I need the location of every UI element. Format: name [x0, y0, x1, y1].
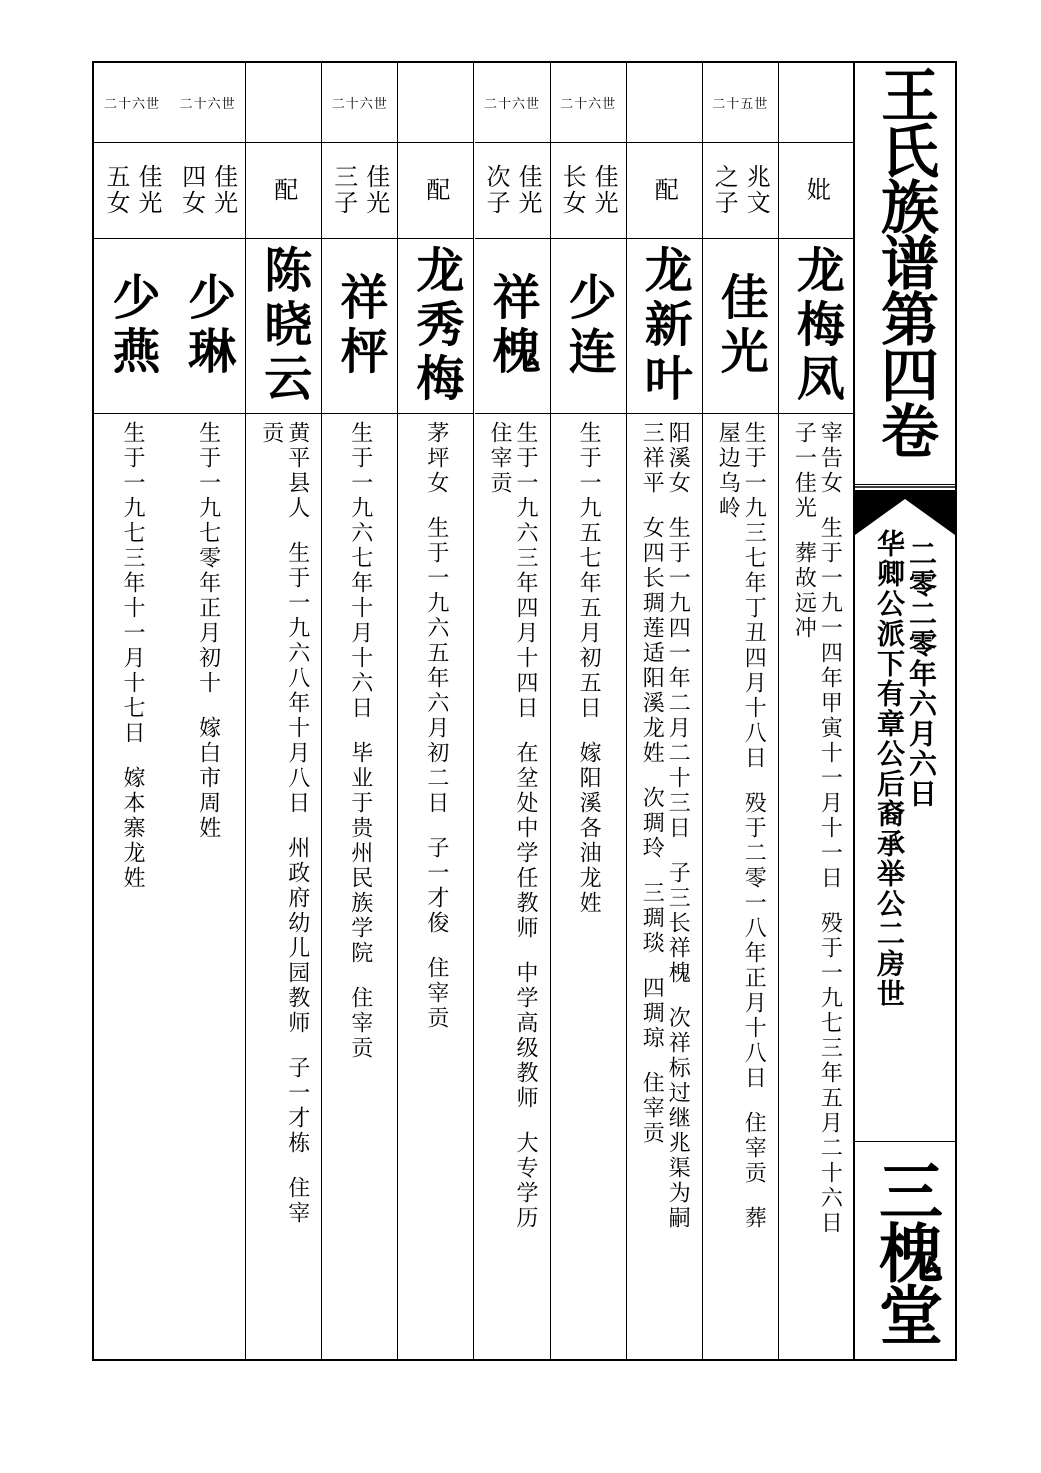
publish-date: 二零二零年六月六日 [905, 539, 938, 809]
person-column [322, 63, 398, 1359]
person-name: 龙梅凤 [788, 244, 845, 407]
relation-label: 妣 [802, 177, 831, 203]
generation-label: 二十六世 [103, 97, 160, 112]
person-column [627, 63, 703, 1359]
person-column [94, 63, 170, 1359]
relation-label: 兆文 之子 [710, 164, 771, 216]
biography-cell [703, 413, 778, 1359]
generation-label: 二十六世 [483, 97, 540, 112]
person-column [475, 63, 551, 1359]
relation-label: 配 [421, 177, 450, 203]
relation-cell [246, 142, 321, 239]
relation-cell [703, 142, 778, 239]
name-cell [627, 238, 702, 414]
generation-cell [398, 63, 473, 143]
biography-cell [551, 413, 626, 1359]
biography-cell [94, 413, 170, 1359]
generation-cell [627, 63, 702, 143]
relation-label: 佳光 四女 [177, 164, 238, 216]
generation-label: 二十五世 [712, 97, 769, 112]
name-cell [94, 238, 170, 414]
title-box [855, 63, 955, 485]
biography-cell [246, 413, 321, 1359]
person-name: 龙秀梅 [407, 244, 464, 407]
name-cell [703, 238, 778, 414]
person-name: 少琳 [179, 271, 236, 380]
relation-label: 配 [269, 177, 298, 203]
branch-subtitle: 华卿公派下有章公后裔承举公二房世 [873, 529, 906, 1009]
relation-cell [398, 142, 473, 239]
biography-cell [475, 413, 550, 1359]
name-cell [779, 238, 854, 414]
person-biography: 生于一九七零年正月初十 嫁白市周姓 [195, 421, 221, 841]
person-column [246, 63, 322, 1359]
generation-cell [246, 63, 321, 143]
person-biography: 宰告女 生于一九一四年甲寅十一月十一日 殁于一九七三年五月二十六日 子一佳光 葬故远冲 [791, 421, 843, 1236]
hall-name: 三槐堂 [868, 1158, 942, 1344]
generation-label: 二十六世 [560, 97, 617, 112]
relation-label: 佳光 五女 [102, 164, 162, 216]
person-biography: 生于一九五七年五月初五日 嫁阳溪各油龙姓 [576, 421, 602, 916]
person-name: 少燕 [104, 271, 160, 380]
name-cell [170, 238, 245, 414]
relation-cell [475, 142, 550, 239]
biography-cell [170, 413, 245, 1359]
book-title: 王氏族谱第四卷 [871, 65, 939, 457]
generation-label: 二十六世 [331, 97, 388, 112]
relation-label: 配 [650, 177, 679, 203]
person-biography: 生于一九三七年丁丑四月十八日 殁于二零一八年正月十八日 住宰贡 葬 屋边乌岭 [715, 421, 767, 1231]
relation-label: 佳光 次子 [482, 164, 542, 216]
person-name: 祥槐 [484, 271, 540, 380]
generation-cell [551, 63, 626, 143]
name-cell [475, 238, 550, 414]
relation-label: 佳光 三子 [329, 164, 390, 216]
generation-cell [475, 63, 550, 143]
generation-cell [779, 63, 854, 143]
person-biography: 生于一九六三年四月十四日 在坌处中学任教师 中学高级教师 大专学历 住宰贡 [487, 421, 538, 1231]
genealogy-table [92, 61, 855, 1361]
relation-cell [94, 142, 170, 239]
biography-cell [398, 413, 473, 1359]
name-cell [551, 238, 626, 414]
generation-cell [170, 63, 245, 143]
person-column [779, 63, 855, 1359]
person-column [551, 63, 627, 1359]
relation-cell [322, 142, 397, 239]
person-name: 龙新叶 [636, 244, 693, 407]
relation-cell [551, 142, 626, 239]
generation-cell [322, 63, 397, 143]
generation-label: 二十六世 [179, 97, 236, 112]
relation-cell [779, 142, 854, 239]
title-panel [855, 61, 957, 1361]
person-name: 祥枰 [331, 271, 388, 380]
person-biography: 茅坪女 生于一九六五年六月初二日 子一才俊 住宰贡 [423, 421, 449, 1031]
biography-cell [627, 413, 702, 1359]
person-name: 少连 [560, 271, 617, 380]
person-biography: 生于一九七三年十一月十七日 嫁本寨龙姓 [120, 421, 145, 891]
person-column [703, 63, 779, 1359]
biography-cell [779, 413, 854, 1359]
person-biography: 生于一九六七年十月十六日 毕业于贵州民族学院 住宰贡 [347, 421, 373, 1061]
relation-cell [170, 142, 245, 239]
person-column [398, 63, 474, 1359]
person-name: 佳光 [712, 271, 769, 380]
name-cell [322, 238, 397, 414]
person-biography: 阳溪女 生于一九四一年二月二十三日 子三长祥槐 次祥标过继兆渠为嗣 三祥平 女四长琱莲适阳溪龙姓 次琱玲 三琱琰 四琱琼 住宰贡 [639, 421, 691, 1231]
relation-cell [627, 142, 702, 239]
name-cell [246, 238, 321, 414]
person-column [170, 63, 246, 1359]
biography-cell [322, 413, 397, 1359]
relation-label: 佳光 长女 [558, 164, 619, 216]
name-cell [398, 238, 473, 414]
person-biography: 黄平县人 生于一九六八年十月八日 州政府幼儿园教师 子一才栋 住宰 贡 [258, 421, 310, 1226]
generation-cell [703, 63, 778, 143]
hall-box [855, 1141, 955, 1360]
person-name: 陈晓云 [255, 244, 312, 407]
generation-cell [94, 63, 170, 143]
subtitle-area [855, 529, 955, 1141]
